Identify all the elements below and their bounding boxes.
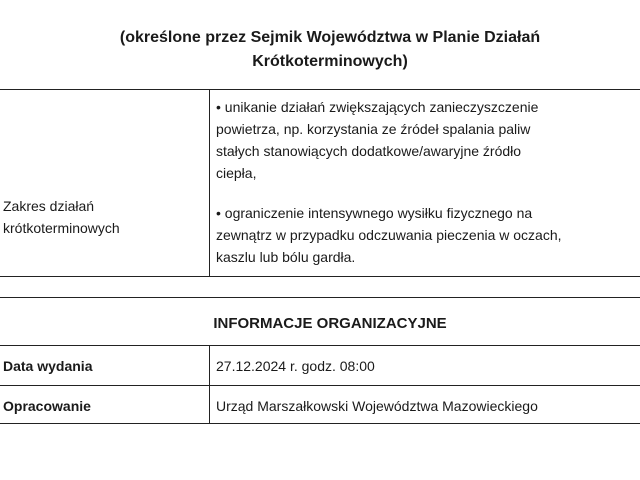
org-row-value-date: 27.12.2024 r. godz. 08:00 bbox=[216, 358, 375, 374]
actions-label-line-2: krótkoterminowych bbox=[3, 220, 120, 236]
org-info-title: INFORMACJE ORGANIZACYJNE bbox=[213, 315, 447, 332]
org-row-label-date: Data wydania bbox=[3, 358, 93, 374]
org-row-label-prepared-by: Opracowanie bbox=[3, 398, 91, 414]
actions-label bbox=[3, 195, 120, 239]
heading-line-2: Krótkoterminowych) bbox=[252, 53, 408, 70]
table-border-bottom bbox=[0, 276, 640, 277]
org-table-title-divider bbox=[0, 345, 640, 346]
bullet-1-line-4: ciepła, bbox=[216, 165, 257, 181]
action-bullet-2 bbox=[216, 202, 562, 268]
table-column-divider bbox=[209, 89, 210, 276]
bullet-1-line-2: powietrza, np. korzystania ze źródeł spalania paliw bbox=[216, 121, 531, 137]
bullet-2-line-3: kaszlu lub bólu gardła. bbox=[216, 249, 356, 265]
heading-line-1: (określone przez Sejmik Województwa w Planie Działań bbox=[119, 29, 541, 46]
bullet-1-line-3: stałych stanowiących dodatkowe/awaryjne źródło bbox=[216, 143, 522, 159]
bullet-2-line-1: • ograniczenie intensywnego wysiłku fizycznego na bbox=[216, 205, 533, 221]
org-table-border-bottom bbox=[0, 423, 640, 424]
org-table-row-divider bbox=[0, 385, 640, 386]
action-bullet-1 bbox=[216, 96, 538, 184]
org-table-border-top bbox=[0, 297, 640, 298]
bullet-2-line-2: zewnątrz w przypadku odczuwania pieczenia w oczach, bbox=[216, 227, 562, 243]
bullet-1-line-1: • unikanie działań zwiększających zanieczyszczenie bbox=[216, 99, 539, 115]
org-table-column-divider bbox=[209, 345, 210, 423]
actions-label-line-1: Zakres działań bbox=[3, 198, 95, 214]
page-heading bbox=[0, 26, 640, 74]
org-row-value-prepared-by: Urząd Marszałkowski Województwa Mazowieckiego bbox=[216, 398, 538, 414]
table-border-top bbox=[0, 89, 640, 90]
